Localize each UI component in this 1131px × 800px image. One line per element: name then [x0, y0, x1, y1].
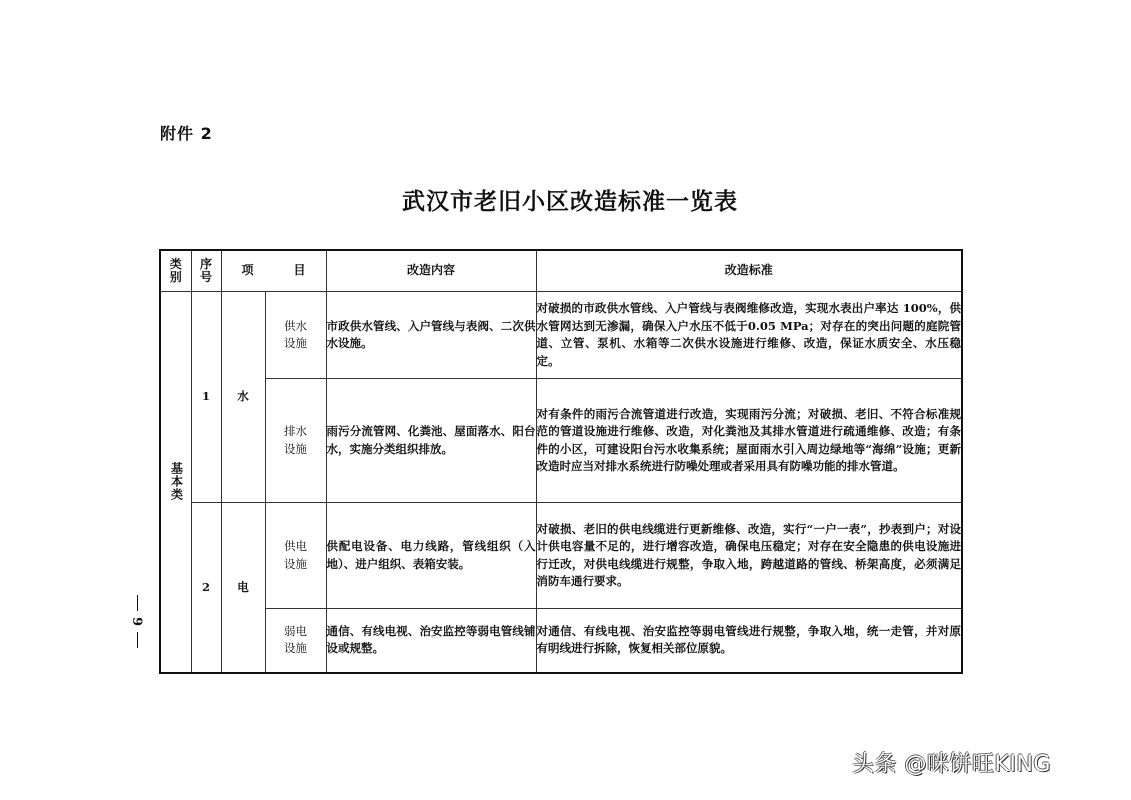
- group-number: 2: [191, 503, 221, 673]
- table-row: [160, 292, 962, 379]
- table-row: [160, 503, 962, 609]
- table-row: [160, 609, 962, 673]
- content-cell: 供配电设备、电力线路，管线组织（入地）、进户组织、表箱安装。: [326, 503, 536, 609]
- category-cell: [160, 292, 191, 673]
- content-cell: 通信、有线电视、治安监控等弱电管线铺设或规整。: [326, 609, 536, 673]
- header-standard: 改造标准: [536, 250, 962, 292]
- standard-cell: 对通信、有线电视、治安监控等弱电管线进行规整，争取入地，统一走管，并对原有明线进行拆除，恢复相关部位原貌。: [536, 609, 962, 673]
- standard-cell: 对有条件的雨污合流管道进行改造，实现雨污分流；对破损、老旧、不符合标准规范的管道设施进行维修、改造，对化粪池及其排水管道进行疏通维修、改造；有条件的小区，可建设阳台污水收集系统；屋面雨水引入周边绿地等“海绵”设施；更新改造时应当对排水系统进行防噪处理或者采用具有防噪功能的排水管道。: [536, 379, 962, 503]
- sub-item: 供水设施: [265, 292, 326, 379]
- header-category: 类别: [160, 250, 191, 292]
- document-title: 武汉市老旧小区改造标准一览表: [402, 189, 738, 215]
- content-cell: 雨污分流管网、化粪池、屋面落水、阳台水，实施分类组织排放。: [326, 379, 536, 503]
- header-content: 改造内容: [326, 250, 536, 292]
- header-number: 序号: [191, 250, 221, 292]
- header-item: 项 目: [221, 250, 326, 292]
- page-number-value: 9: [129, 616, 145, 627]
- group-item: 电: [221, 503, 265, 673]
- sub-item: 供电设施: [265, 503, 326, 609]
- content-cell: 市政供水管线、入户管线与表阀、二次供水设施。: [326, 292, 536, 379]
- standard-cell: 对破损、老旧的供电线缆进行更新维修、改造，实行“一户一表”，抄表到户；对设计供电容量不足的，进行增容改造，确保电压稳定；对存在安全隐患的供电设施进行迁改，对供电线缆进行规整，争取入地，跨越道路的管线、桥架高度，必须满足消防车通行要求。: [536, 503, 962, 609]
- page-number-dash-bottom: [137, 632, 138, 648]
- standard-cell: 对破损的市政供水管线、入户管线与表阀维修改造，实现水表出户率达 100%，供水管网达到无渗漏，确保入户水压不低于0.05 MPa；对存在的突出问题的庭院管道、立管、泵机、水箱等二次供水设施进行维修、改造，保证水质安全、水压稳定。: [536, 292, 962, 379]
- watermark: 头条 @咪饼旺KING: [852, 752, 1051, 777]
- page-number: [122, 595, 152, 655]
- renovation-standards-table: [159, 249, 963, 674]
- group-item: 水: [221, 292, 265, 503]
- group-number: 1: [191, 292, 221, 503]
- table-row: [160, 379, 962, 503]
- page-number-dash-top: [137, 595, 138, 611]
- sub-item: 弱电设施: [265, 609, 326, 673]
- sub-item: 排水设施: [265, 379, 326, 503]
- attachment-label: 附件 2: [160, 124, 213, 143]
- table-header-row: [160, 250, 962, 292]
- category-label: 基本类: [169, 462, 184, 502]
